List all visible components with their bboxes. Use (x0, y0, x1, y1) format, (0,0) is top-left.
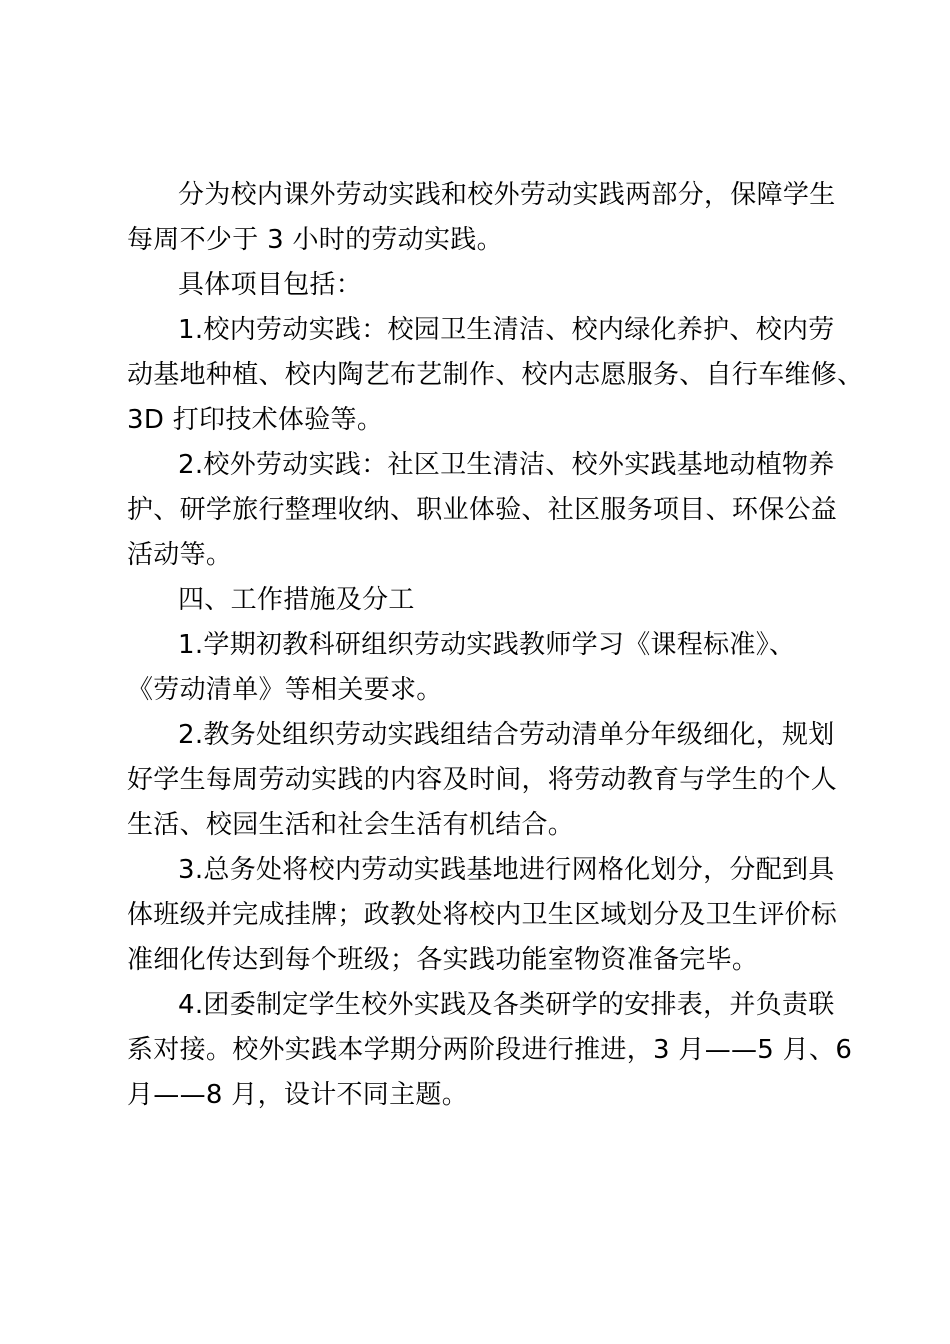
paragraph-line: 2.教务处组织劳动实践组结合劳动清单分年级细化，规划 (178, 720, 835, 750)
section-heading: 四、工作措施及分工 (178, 585, 415, 615)
paragraph-line: 1.学期初教科研组织劳动实践教师学习《课程标准》、 (178, 630, 796, 660)
paragraph-line: 4.团委制定学生校外实践及各类研学的安排表，并负责联 (178, 990, 835, 1020)
paragraph-line: 具体项目包括： (178, 270, 363, 300)
paragraph-line: 好学生每周劳动实践的内容及时间，将劳动教育与学生的个人 (127, 765, 838, 795)
paragraph-line: 月——8 月，设计不同主题。 (127, 1080, 469, 1110)
paragraph-line: 2.校外劳动实践：社区卫生清洁、校外实践基地动植物养 (178, 450, 835, 480)
paragraph-line: 1.校内劳动实践：校园卫生清洁、校内绿化养护、校内劳 (178, 315, 835, 345)
paragraph-line: 准细化传达到每个班级；各实践功能室物资准备完毕。 (127, 945, 759, 975)
paragraph-line: 活动等。 (127, 540, 233, 570)
paragraph-line: 动基地种植、校内陶艺布艺制作、校内志愿服务、自行车维修、 (127, 360, 864, 390)
paragraph-line: 护、研学旅行整理收纳、职业体验、社区服务项目、环保公益 (127, 495, 838, 525)
paragraph-line: 《劳动清单》等相关要求。 (127, 675, 443, 705)
paragraph-line: 每周不少于 3 小时的劳动实践。 (127, 225, 503, 255)
paragraph-line: 系对接。校外实践本学期分两阶段进行推进，3 月——5 月、6 (127, 1035, 853, 1065)
paragraph-line: 生活、校园生活和社会生活有机结合。 (127, 810, 575, 840)
paragraph-line: 3D 打印技术体验等。 (127, 405, 384, 435)
paragraph-line: 3.总务处将校内劳动实践基地进行网格化划分，分配到具 (178, 855, 835, 885)
paragraph-line: 分为校内课外劳动实践和校外劳动实践两部分，保障学生 (178, 180, 836, 210)
paragraph-line: 体班级并完成挂牌；政教处将校内卫生区域划分及卫生评价标 (127, 900, 838, 930)
